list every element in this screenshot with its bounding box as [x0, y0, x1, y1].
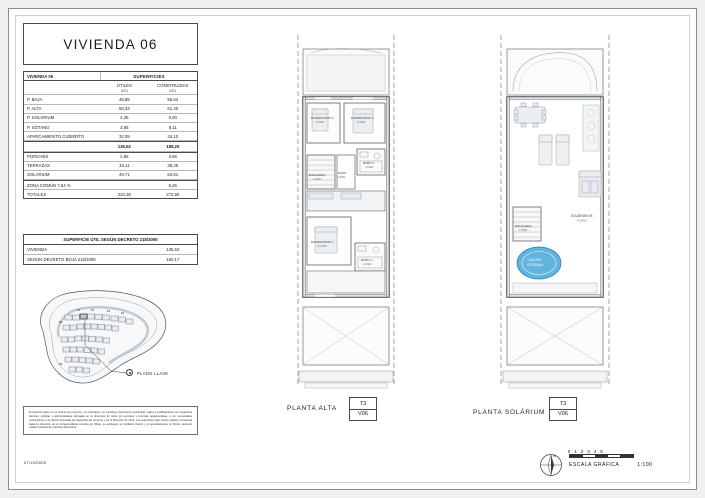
table-row: SOLÁRIUM 49,71 64,61	[24, 171, 197, 180]
code-line-1: T3	[550, 401, 576, 410]
table-row: SEGÚN DECRETO BOJA 218/2005 150,17	[27, 256, 180, 262]
table-row: APARCAMIENTO CUBIERTO 32,09 34,10	[24, 132, 197, 141]
table-row: P. BAJA 45,89 55,64	[24, 95, 197, 104]
north-arrow-icon	[536, 450, 566, 480]
surfaces-table-title: VIVIENDA 06	[27, 73, 54, 79]
key-plan-caption: PLANO LLAVE	[137, 371, 169, 376]
key-plan-marker-icon	[126, 369, 133, 376]
svg-text:4,35M2: 4,35M2	[519, 229, 528, 232]
code-line-2: V06	[358, 411, 368, 417]
col-construidas: CONSTRUIDAS (M2)	[157, 82, 189, 93]
svg-text:B4: B4	[121, 312, 125, 315]
plan-planta-alta	[281, 31, 411, 413]
room-label: ESCALERA	[309, 173, 326, 177]
scale-bar-graphic	[569, 454, 634, 458]
col-utiles: ÚTILES (M2)	[116, 82, 132, 93]
key-plan	[25, 285, 197, 390]
svg-text:B2: B2	[91, 309, 95, 312]
table-row: VIVIENDA 136,52	[24, 245, 197, 255]
room-label: SOLÁRIUM V6	[571, 214, 593, 218]
svg-text:3,60M2: 3,60M2	[337, 176, 346, 179]
room-label: PASO	[338, 171, 347, 175]
room-label: ESCALERA	[515, 224, 532, 228]
graphic-scale	[569, 449, 679, 468]
svg-text:3,18M2: 3,18M2	[365, 166, 374, 169]
table-row: PORCHES 2,86 3,56	[24, 152, 197, 162]
svg-text:B5: B5	[59, 321, 63, 324]
table-row-total: TOTALES 222,30 272,96	[27, 191, 180, 197]
jacuzzi-annotation-line2: OPCIONAL	[527, 263, 544, 267]
scale-label: ESCALA GRÁFICA	[569, 462, 620, 468]
table-header-columns	[24, 81, 197, 95]
north-letter: N	[553, 453, 556, 458]
surfaces-table	[23, 71, 198, 199]
date-stamp: 07/10/2025	[24, 460, 47, 465]
room-label: DORMITORIO 3	[311, 116, 334, 120]
page-title-box	[23, 23, 198, 65]
planta-alta-caption: PLANTA ALTA	[287, 405, 337, 412]
svg-text:B1: B1	[77, 309, 81, 312]
svg-text:13,43M2: 13,43M2	[317, 245, 327, 248]
svg-text:B6: B6	[59, 363, 63, 366]
scale-ratio: 1:100	[637, 462, 653, 468]
code-line-2: V06	[558, 411, 568, 417]
room-label: DORMITORIO 1	[311, 240, 334, 244]
svg-text:4,28M2: 4,28M2	[313, 178, 322, 181]
svg-text:8,70M2: 8,70M2	[316, 121, 325, 124]
scale-ticks: 0 1 2 3 4 5	[567, 449, 603, 454]
table-row: P. SOLÁRIUM 4,35 0,00	[24, 114, 197, 123]
table-row: P. SÓTANO 3,86 8,11	[24, 123, 197, 132]
planta-solarium-code-box	[549, 397, 577, 421]
plan-planta-solarium	[487, 31, 635, 413]
room-label: DORMITORIO 2	[351, 116, 374, 120]
legal-note: El presente plano es un avance de proyecto y es orientativo, no constituye documento contractual; sujeto a modificaciones por exigencias técnicas, jurídicas o administrativas derivadas en la obtención de todos los permisos y licencias reglamentarias, o por necesidades constructivas o de diseño derivadas del desarrollo del proyecto y de la Dirección de Obra. Las superficies útiles tienen carácter provisional hasta la obtención de la correspondiente Licencia de Obras. La jardinería, el mobiliario interior y el amueblamiento no ficticio, teniendo validez únicamente a efectos decorativos.	[23, 406, 198, 435]
room-label: BAÑO 1	[361, 258, 373, 262]
planta-alta-code-box	[349, 397, 377, 421]
planta-solarium-caption: PLANTA SOLÁRIUM	[473, 409, 546, 416]
room-label: BAÑO 2	[363, 161, 375, 165]
drawing-sheet	[8, 8, 697, 490]
svg-text:49,30M2: 49,30M2	[577, 219, 587, 223]
code-line-1: T3	[350, 401, 376, 410]
page-title: VIVIENDA 06	[63, 36, 158, 52]
surfaces-group-header: SUPERFICIES	[100, 72, 197, 80]
svg-text:B3: B3	[107, 310, 111, 313]
table-row-subtotal: 136,52 159,25	[24, 141, 197, 151]
jacuzzi-annotation-line1: *JACUZZI	[527, 258, 542, 262]
svg-text:4,23M2: 4,23M2	[363, 263, 372, 266]
table-header-group	[24, 72, 197, 81]
svg-text:8,34M2: 8,34M2	[357, 121, 366, 124]
table-row: P. ALTA 50,33 61,40	[24, 105, 197, 114]
table-row: ZONA COMÚN 7,54 % 5,26	[24, 180, 197, 190]
info-column	[23, 23, 198, 475]
decree-table	[23, 234, 198, 265]
decree-table-header: SUPERFICIE ÚTIL SEGÚN DECRETO 218/2005	[24, 235, 197, 245]
table-row: TERRAZAS 33,11 38,26	[24, 162, 197, 171]
